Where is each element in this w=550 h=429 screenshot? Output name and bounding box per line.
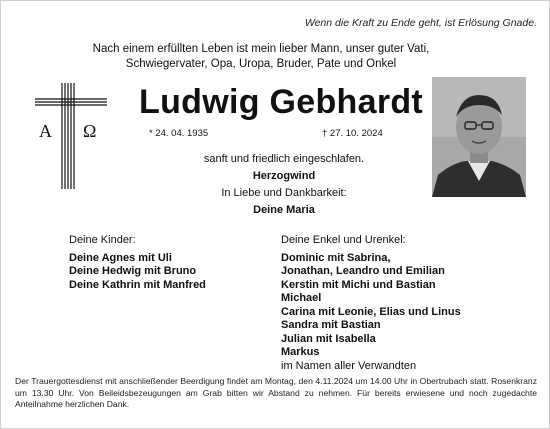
intro-text: [71, 42, 451, 72]
list-item: Deine Agnes mit Uli: [69, 251, 172, 264]
cross-icon: [31, 81, 111, 191]
closing-line: im Namen aller Verwandten: [281, 359, 417, 372]
motto: Wenn die Kraft zu Ende geht, ist Erlösung Gnade.: [304, 17, 537, 29]
omega-symbol: Ω: [83, 121, 97, 141]
grandchildren-heading: Deine Enkel und Urenkel:: [281, 234, 406, 246]
death-date: † 27. 10. 2024: [322, 128, 383, 139]
list-item: Michael: [281, 292, 322, 304]
list-item: Carina mit Leonie, Elias und Linus: [281, 305, 461, 318]
farewell-text: [149, 151, 419, 219]
grandchildren-list: [281, 234, 461, 373]
list-item: Deine Hedwig mit Bruno: [69, 265, 197, 277]
wife-name: Deine Maria: [253, 204, 315, 216]
funeral-info: Der Trauergottesdienst mit anschließender Beerdigung findet am Montag, den 4.11.2024 um 14.00 Uhr in Obertrubach statt. Rosenkranz um 13.30 Uhr. Von Beileidsbezeugungen am Grab bitten wir Abstand zu nehmen. Für bereits erwiesene und noch zugedachte Anteilnahme herzlichen Dank.: [15, 376, 537, 409]
list-item: Kerstin mit Michi und Bastian: [281, 278, 436, 291]
list-item: Julian mit Isabella: [281, 332, 376, 345]
list-item: Markus: [281, 346, 320, 358]
farewell-line: sanft und friedlich eingeschlafen.: [203, 153, 365, 165]
children-list: [69, 234, 206, 292]
deceased-name: Ludwig Gebhardt: [139, 83, 424, 121]
portrait-photo: [432, 77, 526, 197]
list-item: Sandra mit Bastian: [281, 319, 381, 331]
intro-line: Schwiegervater, Opa, Uropa, Bruder, Pate und Onkel: [125, 58, 397, 70]
list-item: Dominic mit Sabrina,: [281, 251, 391, 264]
gratitude-line: In Liebe und Dankbarkeit:: [221, 187, 347, 199]
place-name: Herzogwind: [252, 170, 316, 182]
alpha-symbol: A: [39, 121, 52, 141]
intro-line: Nach einem erfüllten Leben ist mein lieber Mann, unser guter Vati,: [92, 43, 430, 55]
list-item: Deine Kathrin mit Manfred: [69, 278, 206, 291]
birth-date: * 24. 04. 1935: [149, 128, 209, 139]
children-heading: Deine Kinder:: [69, 234, 136, 246]
list-item: Jonathan, Leandro und Emilian: [281, 265, 445, 277]
